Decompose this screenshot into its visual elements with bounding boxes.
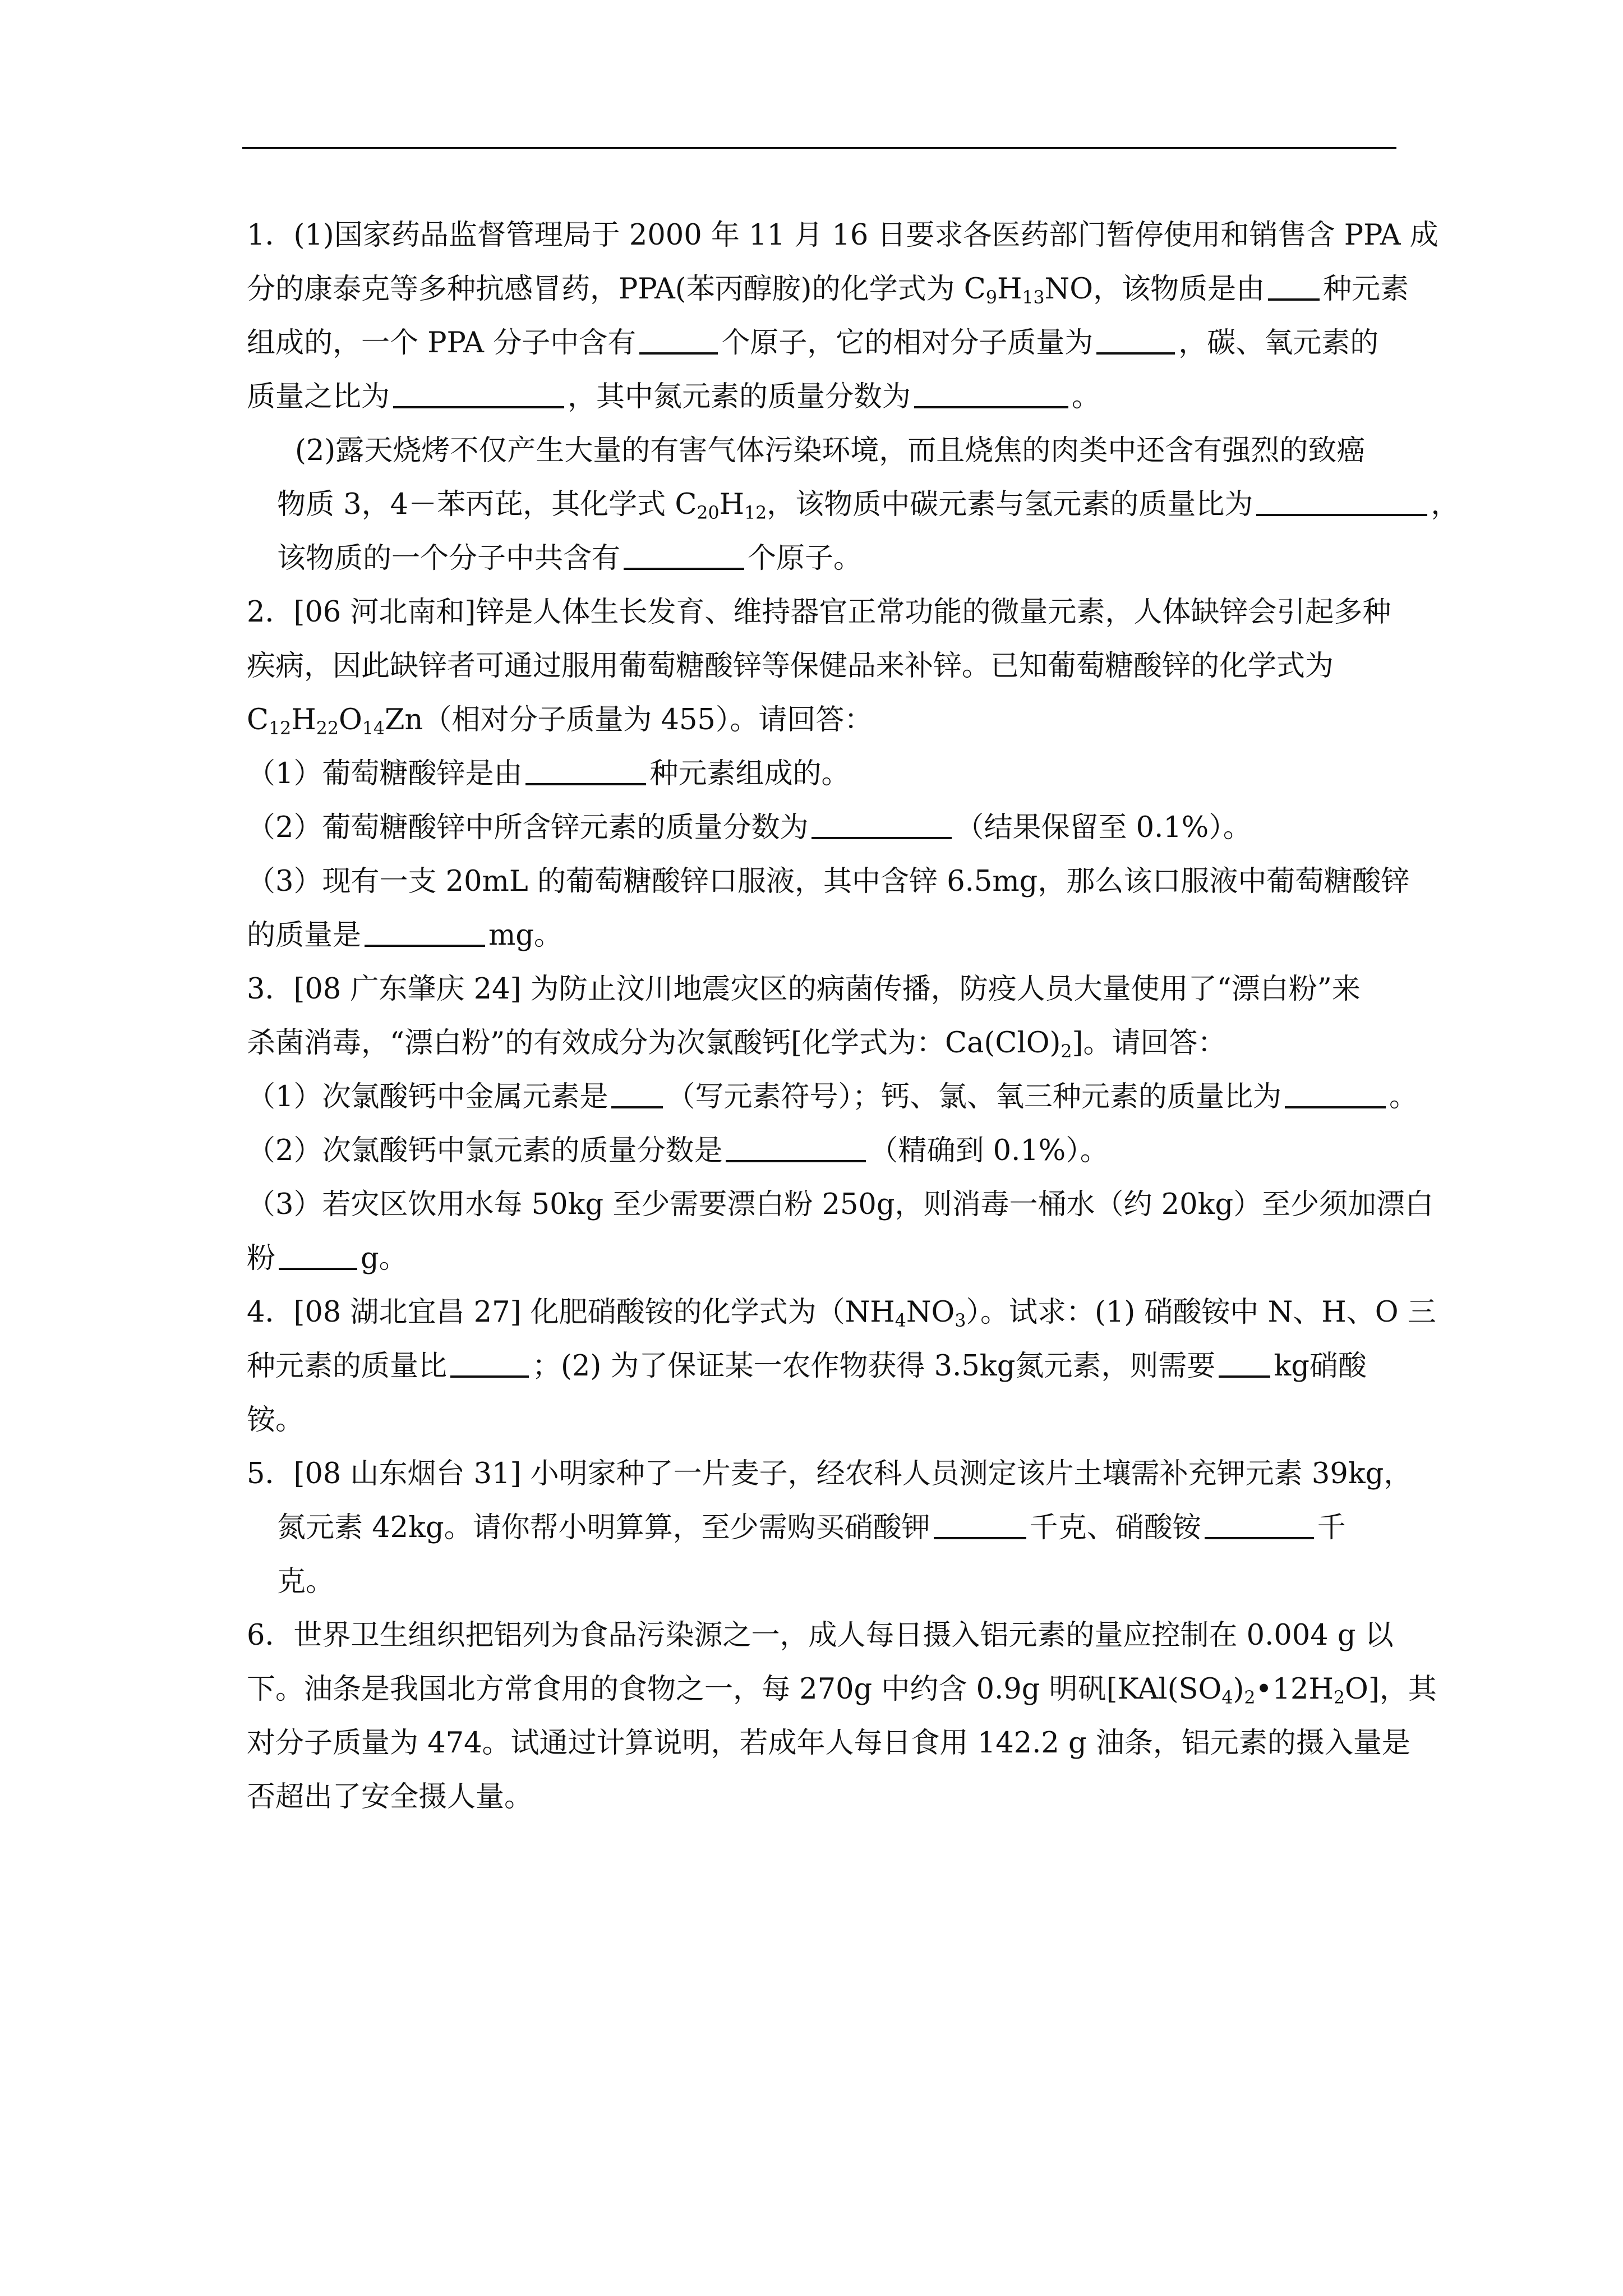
answer-blank[interactable] — [393, 379, 564, 408]
subscript: 13 — [1022, 287, 1045, 308]
q1-text: 1．(1)国家药品监督管理局于 2000 年 11 月 16 日要求各医药部门暂停使用和销售含 PPA 成 — [247, 219, 1438, 252]
q2-text: 2．[06 河北南和]锌是人体生长发育、维持器官正常功能的微量元素，人体缺锌会引起多种 — [247, 596, 1391, 629]
q5-line-1 — [247, 1447, 1441, 1501]
q1-text: NO，该物质是由 — [1044, 273, 1265, 306]
q5-text: 氮元素 42kg。请你帮小明算算，至少需购买硝酸钾 — [277, 1511, 930, 1544]
answer-blank[interactable] — [726, 1133, 866, 1162]
q3-text: （1）次氯酸钙中金属元素是 — [247, 1080, 608, 1114]
q2-line-2 — [247, 639, 1441, 693]
q2-line-1 — [247, 586, 1441, 639]
q1-text: 个原子，它的相对分子质量为 — [721, 326, 1094, 360]
q2-line-3 — [247, 693, 1441, 747]
subscript: 2 — [1244, 1687, 1256, 1708]
q2-text: C — [247, 703, 269, 737]
q1-text: H — [997, 273, 1022, 306]
q4-text: NO — [906, 1296, 955, 1329]
q4-text: ；(2) 为了保证某一农作物获得 3.5kg氮元素，则需要 — [532, 1350, 1216, 1383]
q2-text: （结果保留至 0.1%）。 — [955, 811, 1252, 844]
q2-line-7 — [247, 909, 1441, 963]
q3-text: g。 — [361, 1242, 408, 1275]
q5-text: 克。 — [277, 1565, 335, 1598]
q5-line-2 — [247, 1501, 1441, 1555]
q1-text: ， — [1431, 488, 1460, 521]
q2-line-4 — [247, 747, 1441, 801]
answer-blank[interactable] — [639, 325, 718, 355]
q3-text: （2）次氯酸钙中氯元素的质量分数是 — [247, 1134, 723, 1167]
q3-text: （3）若灾区饮用水每 50kg 至少需要漂白粉 250g，则消毒一桶水（约 20kg）至少须加漂白 — [247, 1188, 1434, 1221]
q3-text: ]。请回答： — [1072, 1027, 1227, 1060]
subscript: 4 — [895, 1310, 906, 1331]
q1-text: ，该物质中碳元素与氢元素的质量比为 — [767, 488, 1253, 521]
q3-line-4 — [247, 1124, 1441, 1178]
q4-line-3 — [247, 1393, 1441, 1447]
q6-text: 对分子质量为 474。试通过计算说明，若成年人每日食用 142.2 g 油条，铝元素的摄入量是 — [247, 1727, 1410, 1760]
q5-text: 5．[08 山东烟台 31] 小明家种了一片麦子，经农科人员测定该片土壤需补充钾元素 39kg， — [247, 1457, 1413, 1490]
q1-text: 物质 3，4－苯丙芘，其化学式 C — [277, 488, 697, 521]
q4-line-2 — [247, 1340, 1441, 1393]
q1-text: 种元素 — [1323, 273, 1409, 306]
q6-line-4 — [247, 1770, 1441, 1824]
q2-line-6 — [247, 855, 1441, 909]
q1-text: 。 — [1072, 380, 1101, 413]
q6-text: O]，其 — [1345, 1673, 1437, 1706]
q2-line-5 — [247, 801, 1441, 855]
q2-text: Zn（相对分子质量为 455）。请回答： — [385, 703, 873, 737]
q4-text: 种元素的质量比 — [247, 1350, 448, 1383]
q2-text: 的质量是 — [247, 919, 362, 952]
answer-blank[interactable] — [1285, 1079, 1386, 1108]
q5-text: 千 — [1317, 1511, 1346, 1544]
q4-text: 铵。 — [247, 1404, 305, 1437]
q1-text: H — [719, 488, 745, 521]
q6-text: 6．世界卫生组织把铝列为食品污染源之一，成人每日摄入铝元素的量应控制在 0.004 g 以 — [247, 1619, 1394, 1652]
q4-text: ）。试求：(1) 硝酸铵中 N、H、O 三 — [966, 1296, 1436, 1329]
q6-text: 否超出了安全摄人量。 — [247, 1780, 533, 1814]
q2-text: （1）葡萄糖酸锌是由 — [247, 757, 523, 790]
q5-text: 千克、硝酸铵 — [1029, 1511, 1201, 1544]
q1-text: 个原子。 — [748, 542, 863, 575]
q6-text: ) — [1233, 1673, 1244, 1706]
answer-blank[interactable] — [1205, 1510, 1314, 1539]
q1-line-1 — [247, 209, 1441, 263]
q3-text: （精确到 0.1%）。 — [869, 1134, 1109, 1167]
q1-text: 质量之比为 — [247, 380, 390, 413]
q1-text: ，其中氮元素的质量分数为 — [568, 380, 911, 413]
answer-blank[interactable] — [811, 810, 952, 839]
subscript: 20 — [697, 503, 720, 523]
subscript: 22 — [316, 718, 339, 739]
answer-blank[interactable] — [1096, 325, 1175, 355]
q1-line-2 — [247, 263, 1441, 316]
q3-text: 杀菌消毒，“漂白粉”的有效成分为次氯酸钙[化学式为：Ca(ClO) — [247, 1027, 1061, 1060]
q6-line-3 — [247, 1717, 1441, 1770]
q5-line-3 — [247, 1555, 1441, 1609]
subscript: 14 — [362, 718, 385, 739]
q3-text: 粉 — [247, 1242, 276, 1275]
answer-blank[interactable] — [914, 379, 1068, 408]
q3-text: 。 — [1389, 1080, 1418, 1114]
q3-line-1 — [247, 963, 1441, 1016]
subscript: 12 — [269, 718, 292, 739]
q3-line-5 — [247, 1178, 1441, 1232]
worksheet-body — [247, 209, 1460, 1824]
q2-text: （3）现有一支 20mL 的葡萄糖酸锌口服液，其中含锌 6.5mg，那么该口服液中葡萄糖酸锌 — [247, 865, 1410, 898]
answer-blank[interactable] — [525, 756, 646, 785]
q1-text: (2)露天烧烤不仅产生大量的有害气体污染环境，而且烧焦的肉类中还含有强烈的致癌 — [295, 434, 1366, 467]
q1-line-4 — [247, 370, 1441, 424]
q6-text: •12H — [1255, 1673, 1334, 1706]
q4-line-1 — [247, 1286, 1441, 1340]
answer-blank[interactable] — [450, 1349, 529, 1378]
q3-line-6 — [247, 1232, 1441, 1286]
q1-text: 该物质的一个分子中共含有 — [277, 542, 621, 575]
answer-blank[interactable] — [1219, 1349, 1270, 1378]
q2-text: 种元素组成的。 — [649, 757, 850, 790]
q3-line-2 — [247, 1016, 1441, 1070]
answer-blank[interactable] — [934, 1510, 1026, 1539]
q6-line-1 — [247, 1609, 1441, 1663]
answer-blank[interactable] — [279, 1241, 357, 1270]
q4-text: kg硝酸 — [1274, 1350, 1367, 1383]
q6-line-2 — [247, 1663, 1441, 1717]
q1-line-3 — [247, 316, 1441, 370]
q3-text: （写元素符号）；钙、氯、氧三种元素的质量比为 — [666, 1080, 1281, 1114]
answer-blank[interactable] — [1256, 487, 1427, 516]
q2-text: H — [291, 703, 316, 737]
q2-text: O — [338, 703, 362, 737]
header-rule — [242, 147, 1396, 149]
answer-blank[interactable] — [1268, 272, 1320, 301]
q2-text: （2）葡萄糖酸锌中所含锌元素的质量分数为 — [247, 811, 809, 844]
q1-line-7 — [247, 532, 1441, 586]
q1-line-5 — [247, 424, 1441, 478]
answer-blank[interactable] — [611, 1079, 663, 1108]
q1-text: ，碳、氧元素的 — [1178, 326, 1379, 360]
q2-text: 疾病，因此缺锌者可通过服用葡萄糖酸锌等保健品来补锌。已知葡萄糖酸锌的化学式为 — [247, 650, 1334, 683]
q1-text: 组成的，一个 PPA 分子中含有 — [247, 326, 637, 360]
subscript: 9 — [985, 287, 997, 308]
subscript: 2 — [1333, 1687, 1345, 1708]
answer-blank[interactable] — [624, 541, 744, 570]
q2-text: mg。 — [488, 919, 563, 952]
q3-line-3 — [247, 1070, 1441, 1124]
q6-text: 下。油条是我国北方常食用的食物之一，每 270g 中约含 0.9g 明矾[KAl(SO — [247, 1673, 1222, 1706]
q3-text: 3．[08 广东肇庆 24] 为防止汶川地震灾区的病菌传播，防疫人员大量使用了“漂白粉”来 — [247, 973, 1361, 1006]
subscript: 3 — [955, 1310, 966, 1331]
subscript: 12 — [744, 503, 767, 523]
q1-line-6 — [247, 478, 1460, 532]
q1-text: 分的康泰克等多种抗感冒药，PPA(苯丙醇胺)的化学式为 C — [247, 273, 986, 306]
subscript: 4 — [1221, 1687, 1233, 1708]
q4-text: 4．[08 湖北宜昌 27] 化肥硝酸铵的化学式为（NH — [247, 1296, 895, 1329]
subscript: 2 — [1061, 1041, 1072, 1062]
answer-blank[interactable] — [365, 918, 485, 947]
